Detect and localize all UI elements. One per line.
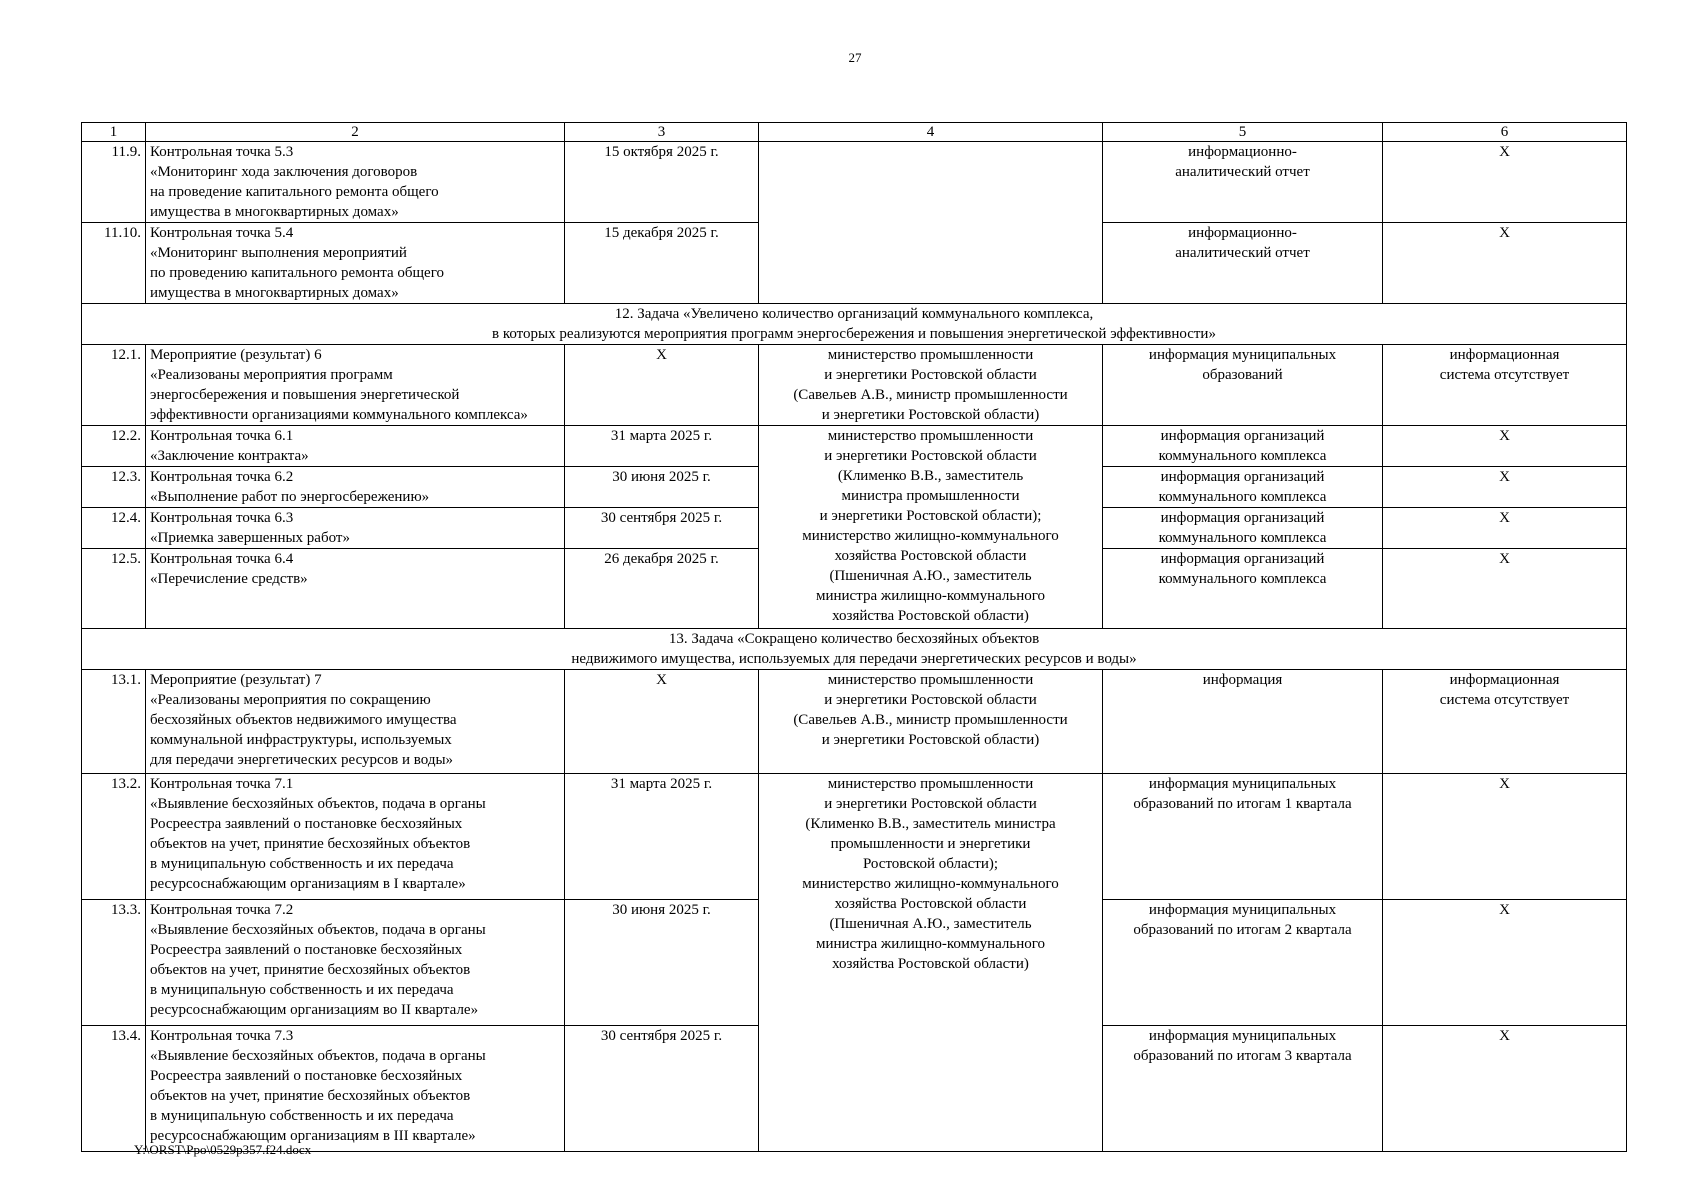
row-system: X (1383, 467, 1627, 508)
row-date: 31 марта 2025 г. (565, 426, 759, 467)
row-date: 26 декабря 2025 г. (565, 549, 759, 629)
row-number: 11.9. (82, 142, 146, 223)
row-document: информационно- аналитический отчет (1103, 142, 1383, 223)
row-document: информация муниципальных образований по итогам 1 квартала (1103, 774, 1383, 900)
row-date: 30 сентября 2025 г. (565, 508, 759, 549)
row-system: X (1383, 508, 1627, 549)
row-name: Мероприятие (результат) 6 «Реализованы мероприятия программ энергосбережения и повышения энергетической эффективности организациями коммунального комплекса» (146, 345, 565, 426)
row-number: 13.1. (82, 670, 146, 774)
row-number: 13.4. (82, 1026, 146, 1152)
row-number: 12.4. (82, 508, 146, 549)
row-system: X (1383, 549, 1627, 629)
row-name: Контрольная точка 5.4 «Мониторинг выполнения мероприятий по проведению капитального ремонта общего имущества в многоквартирных домах» (146, 223, 565, 304)
header-row (82, 123, 1627, 142)
row-name: Контрольная точка 6.1 «Заключение контракта» (146, 426, 565, 467)
table-row (82, 345, 1627, 426)
row-date: 30 июня 2025 г. (565, 900, 759, 1026)
row-system: X (1383, 142, 1627, 223)
table-row (82, 774, 1627, 900)
header-col-4: 4 (759, 123, 1103, 142)
row-document: информация (1103, 670, 1383, 774)
row-date: 31 марта 2025 г. (565, 774, 759, 900)
row-responsible: министерство промышленности и энергетики Ростовской области (Клименко В.В., заместитель министра промышленности и энергетики Ростовской области); министерство жилищно-коммунального хозяйства Ростовской области (Пшеничная А.Ю., заместитель министра жилищно-коммунального хозяйства Ростовской области) (759, 426, 1103, 629)
row-system: X (1383, 900, 1627, 1026)
row-name: Контрольная точка 7.1 «Выявление бесхозяйных объектов, подача в органы Росреестра заявлений о постановке бесхозяйных объектов на учет, принятие бесхозяйных объектов в муниципальную собственность и их передача ресурсоснабжающим организациям в I квартале» (146, 774, 565, 900)
row-system: информационная система отсутствует (1383, 345, 1627, 426)
header-col-2: 2 (146, 123, 565, 142)
row-responsible: министерство промышленности и энергетики Ростовской области (Клименко В.В., заместитель министра промышленности и энергетики Ростовской области); министерство жилищно-коммунального хозяйства Ростовской области (Пшеничная А.Ю., заместитель министра жилищно-коммунального хозяйства Ростовской области) (759, 774, 1103, 1152)
row-date: 30 сентября 2025 г. (565, 1026, 759, 1152)
row-document: информация муниципальных образований (1103, 345, 1383, 426)
row-date: 15 октября 2025 г. (565, 142, 759, 223)
row-document: информация муниципальных образований по итогам 2 квартала (1103, 900, 1383, 1026)
row-system: X (1383, 223, 1627, 304)
row-document: информация организаций коммунального комплекса (1103, 426, 1383, 467)
page-number: 27 (848, 50, 862, 65)
row-responsible (759, 142, 1103, 304)
row-number: 13.2. (82, 774, 146, 900)
row-document: информация организаций коммунального комплекса (1103, 467, 1383, 508)
row-responsible: министерство промышленности и энергетики Ростовской области (Савельев А.В., министр промышленности и энергетики Ростовской области) (759, 345, 1103, 426)
row-number: 13.3. (82, 900, 146, 1026)
table-row (82, 670, 1627, 774)
header-col-5: 5 (1103, 123, 1383, 142)
row-number: 12.5. (82, 549, 146, 629)
row-responsible: министерство промышленности и энергетики Ростовской области (Савельев А.В., министр промышленности и энергетики Ростовской области) (759, 670, 1103, 774)
row-name: Контрольная точка 6.4 «Перечисление средств» (146, 549, 565, 629)
row-name: Мероприятие (результат) 7 «Реализованы мероприятия по сокращению бесхозяйных объектов недвижимого имущества коммунальной инфраструктуры, используемых для передачи энергетических ресурсов и воды» (146, 670, 565, 774)
row-date: X (565, 670, 759, 774)
row-document: информация муниципальных образований по итогам 3 квартала (1103, 1026, 1383, 1152)
row-document: информация организаций коммунального комплекса (1103, 508, 1383, 549)
row-number: 12.3. (82, 467, 146, 508)
task-13-title: 13. Задача «Сокращено количество бесхозяйных объектов недвижимого имущества, используемых для передачи энергетических ресурсов и воды» (82, 629, 1627, 670)
row-name: Контрольная точка 7.3 «Выявление бесхозяйных объектов, подача в органы Росреестра заявлений о постановке бесхозяйных объектов на учет, принятие бесхозяйных объектов в муниципальную собственность и их передача ресурсоснабжающим организациям в III квартале» (146, 1026, 565, 1152)
row-date: 15 декабря 2025 г. (565, 223, 759, 304)
row-name: Контрольная точка 7.2 «Выявление бесхозяйных объектов, подача в органы Росреестра заявлений о постановке бесхозяйных объектов на учет, принятие бесхозяйных объектов в муниципальную собственность и их передача ресурсоснабжающим организациям во II квартале» (146, 900, 565, 1026)
header-col-1: 1 (82, 123, 146, 142)
row-system: X (1383, 774, 1627, 900)
table-row (82, 142, 1627, 223)
plan-table (81, 122, 1627, 1152)
task-row (82, 629, 1627, 670)
header-col-3: 3 (565, 123, 759, 142)
task-row (82, 304, 1627, 345)
row-number: 12.1. (82, 345, 146, 426)
task-12-title: 12. Задача «Увеличено количество организаций коммунального комплекса, в которых реализуются мероприятия программ энергосбережения и повышения энергетической эффективности» (82, 304, 1627, 345)
row-document: информация организаций коммунального комплекса (1103, 549, 1383, 629)
row-name: Контрольная точка 6.3 «Приемка завершенных работ» (146, 508, 565, 549)
table-row (82, 426, 1627, 467)
row-name: Контрольная точка 6.2 «Выполнение работ по энергосбережению» (146, 467, 565, 508)
row-system: X (1383, 1026, 1627, 1152)
row-number: 11.10. (82, 223, 146, 304)
row-date: 30 июня 2025 г. (565, 467, 759, 508)
footer-file-path: Y:\ORST\Ppo\0529p357.f24.docx (134, 1142, 312, 1157)
row-name: Контрольная точка 5.3 «Мониторинг хода заключения договоров на проведение капитального ремонта общего имущества в многоквартирных домах» (146, 142, 565, 223)
row-number: 12.2. (82, 426, 146, 467)
header-col-6: 6 (1383, 123, 1627, 142)
row-document: информационно- аналитический отчет (1103, 223, 1383, 304)
row-date: X (565, 345, 759, 426)
row-system: X (1383, 426, 1627, 467)
row-system: информационная система отсутствует (1383, 670, 1627, 774)
